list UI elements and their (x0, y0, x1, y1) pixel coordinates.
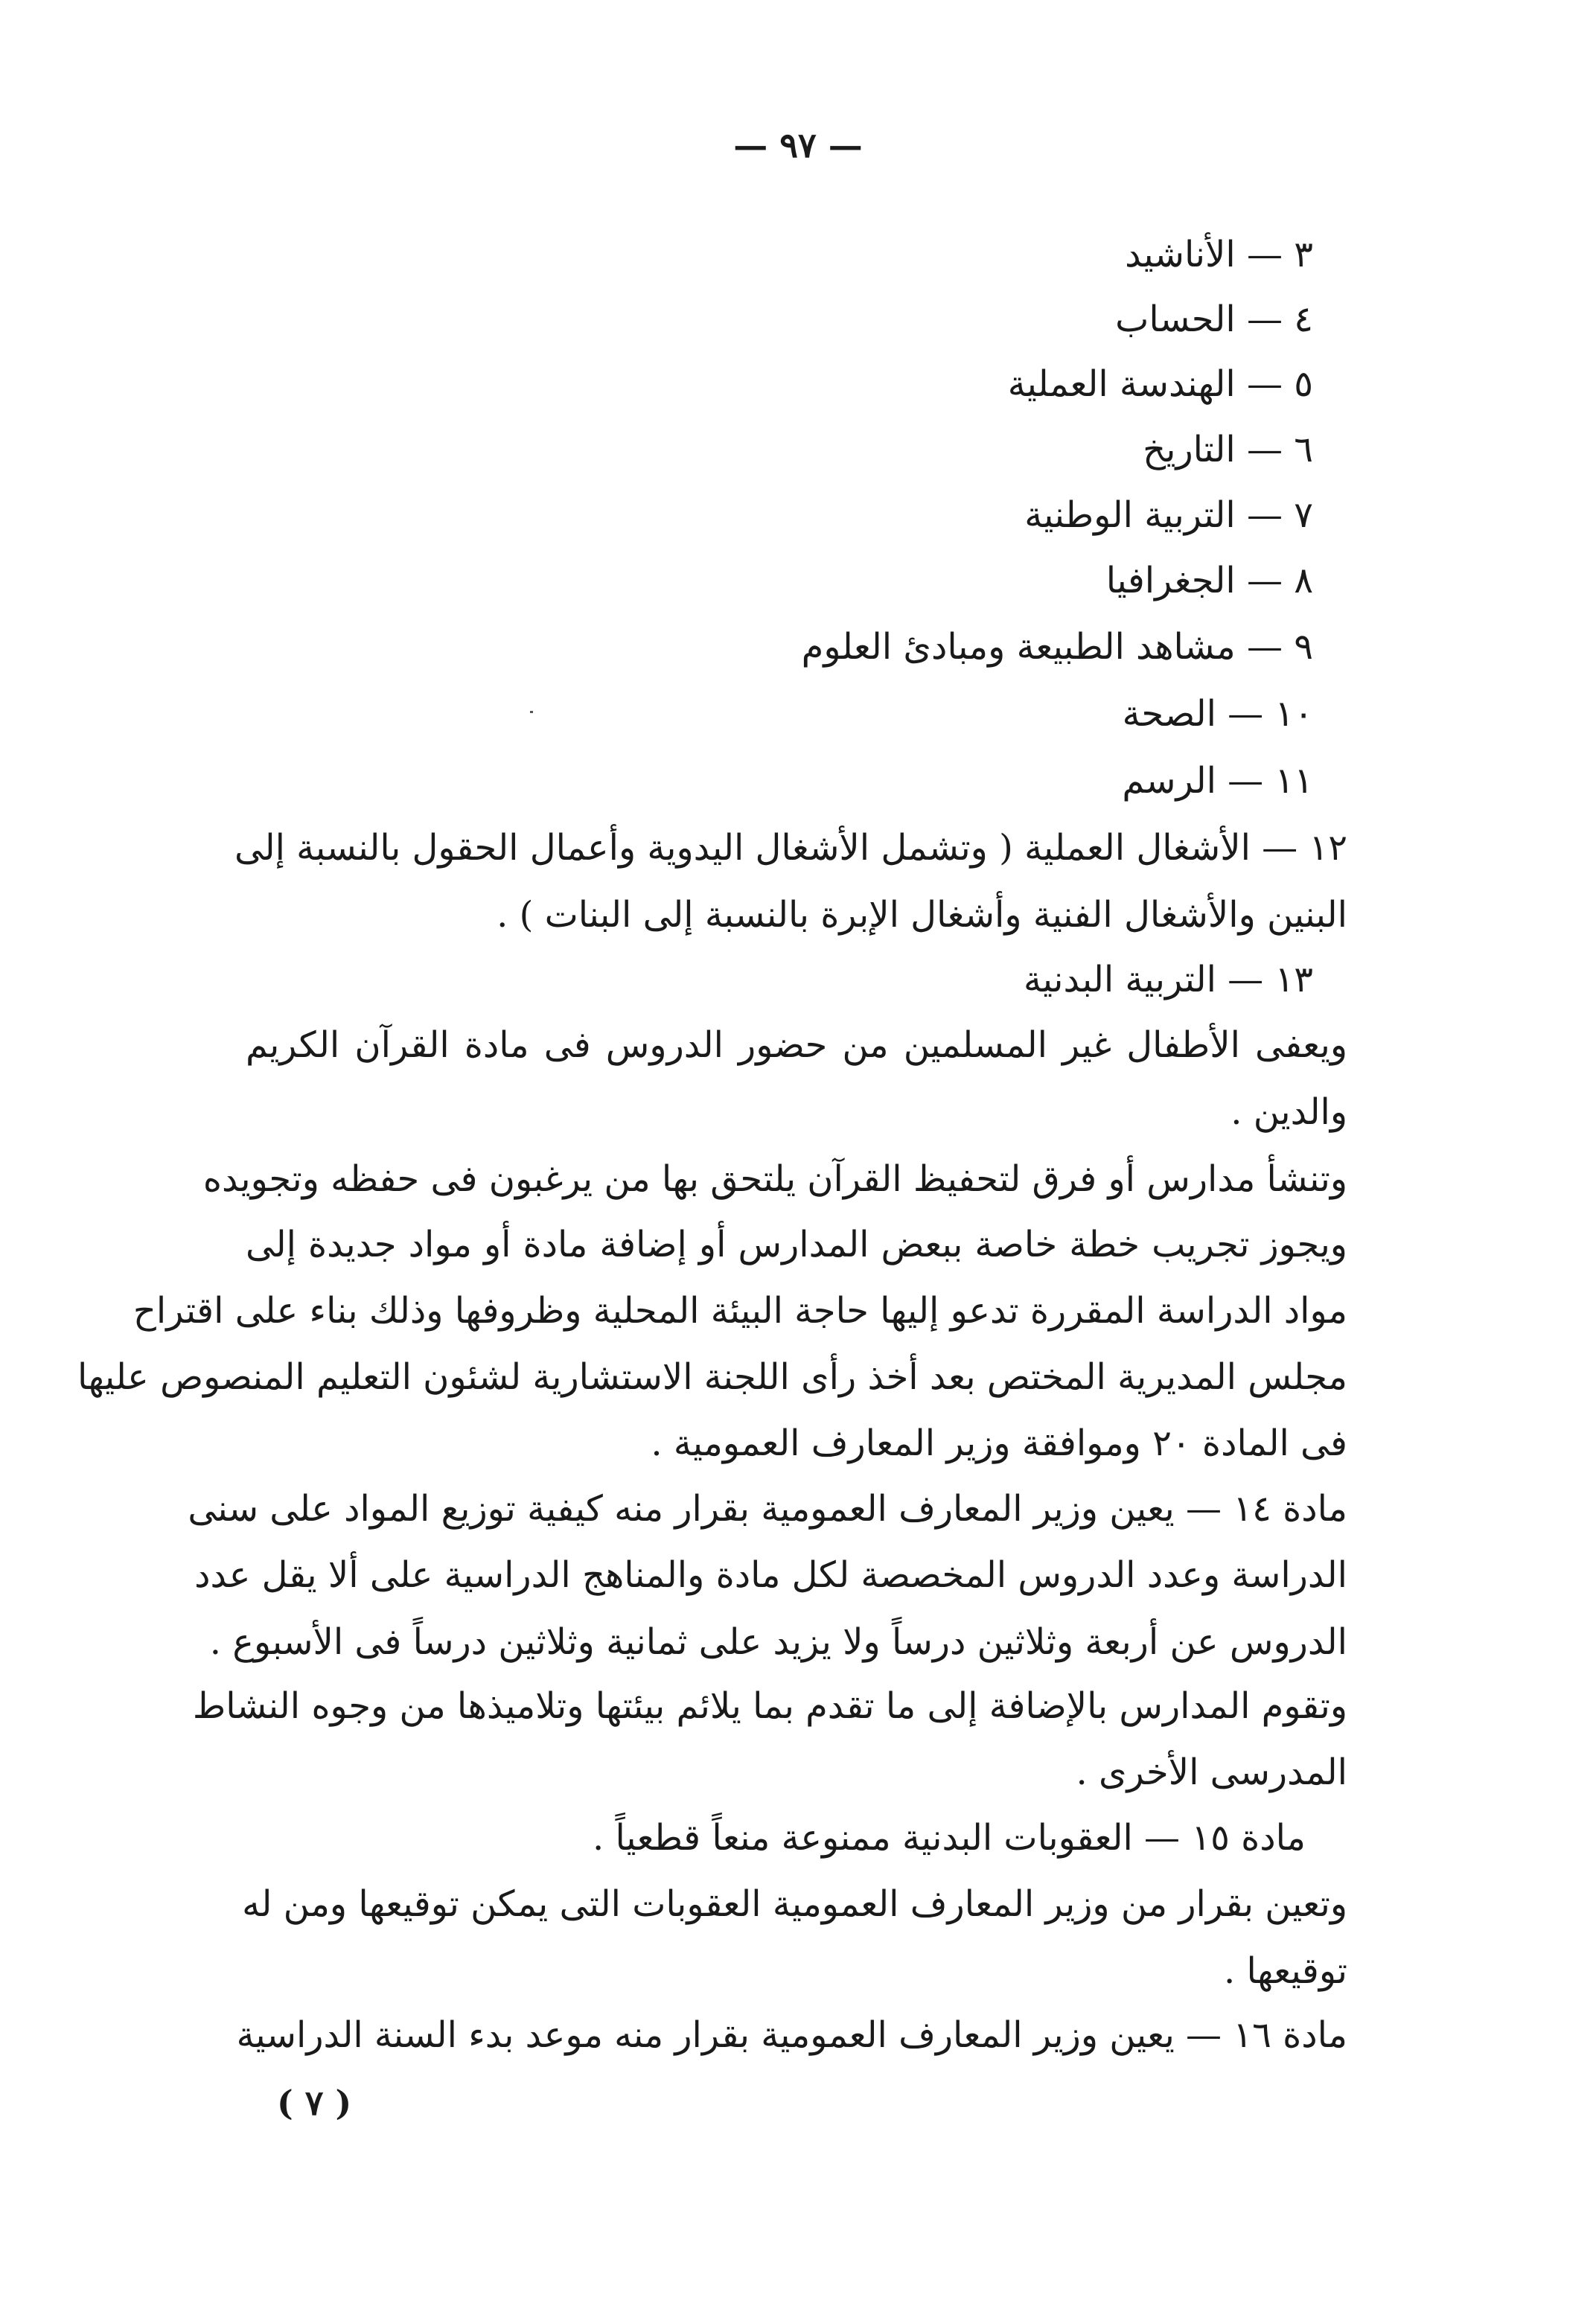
list-item: ١٣ — التربية البدنية (1023, 959, 1313, 1000)
list-item: ٥ — الهندسة العملية (1007, 363, 1313, 405)
text-line: والدين . (1230, 1091, 1347, 1133)
text-line: ويعفى الأطفال غير المسلمين من حضور الدروس فى مادة القرآن الكريم (246, 1024, 1347, 1066)
text-line: فى المادة ٢٠ وموافقة وزير المعارف العمومية . (651, 1422, 1347, 1464)
ink-speck (530, 711, 533, 713)
list-item: ١١ — الرسم (1122, 760, 1313, 802)
signature-mark: ( ٧ ) (277, 2083, 352, 2123)
page-number: — ٩٧ — (733, 125, 863, 165)
list-item: ٤ — الحساب (1115, 298, 1313, 340)
text-line: وتعين بقرار من وزير المعارف العمومية العقوبات التى يمكن توقيعها ومن له (242, 1883, 1347, 1925)
list-item: ٦ — التاريخ (1143, 429, 1313, 470)
text-line: المدرسى الأخرى . (1076, 1751, 1347, 1793)
text-line: الدراسة وعدد الدروس المخصصة لكل مادة والمناهج الدراسية على ألا يقل عدد (194, 1554, 1347, 1596)
text-line: مادة ١٤ — يعين وزير المعارف العمومية بقرار منه كيفية توزيع المواد على سنى (188, 1488, 1347, 1530)
article-15: مادة ١٥ — العقوبات البدنية ممنوعة منعاً قطعياً . (592, 1817, 1306, 1859)
text-line: ويجوز تجريب خطة خاصة ببعض المدارس أو إضافة مادة أو مواد جديدة إلى (246, 1224, 1347, 1265)
list-item: ٩ — مشاهد الطبيعة ومبادئ العلوم (801, 626, 1313, 668)
list-item: ٨ — الجغرافيا (1105, 560, 1313, 601)
text-line: ١٢ — الأشغال العملية ( وتشمل الأشغال اليدوية وأعمال الحقول بالنسبة إلى (234, 827, 1347, 869)
text-line: الدروس عن أربعة وثلاثين درساً ولا يزيد على ثمانية وثلاثين درساً فى الأسبوع . (209, 1621, 1347, 1663)
text-line: البنين والأشغال الفنية وأشغال الإبرة بالنسبة إلى البنات ) . (497, 894, 1347, 936)
text-line: وتقوم المدارس بالإضافة إلى ما تقدم بما يلائم بيئتها وتلاميذها من وجوه النشاط (192, 1685, 1347, 1727)
paragraph-quran-schools: وتنشأ مدارس أو فرق لتحفيظ القرآن يلتحق بها من يرغبون فى حفظه وتجويده (202, 1158, 1347, 1200)
text-line: مجلس المديرية المختص بعد أخذ رأى اللجنة الاستشارية لشئون التعليم المنصوص عليها (77, 1356, 1347, 1398)
article-16: مادة ١٦ — يعين وزير المعارف العمومية بقرار منه موعد بدء السنة الدراسية (236, 2014, 1347, 2056)
text-line: مواد الدراسة المقررة تدعو إليها حاجة البيئة المحلية وظروفها وذلك بناء على اقتراح (133, 1290, 1347, 1332)
list-item: ١٠ — الصحة (1122, 693, 1313, 735)
list-item: ٧ — التربية الوطنية (1024, 494, 1313, 536)
list-item: ٣ — الأناشيد (1125, 234, 1313, 275)
text-line: توقيعها . (1223, 1950, 1347, 1992)
